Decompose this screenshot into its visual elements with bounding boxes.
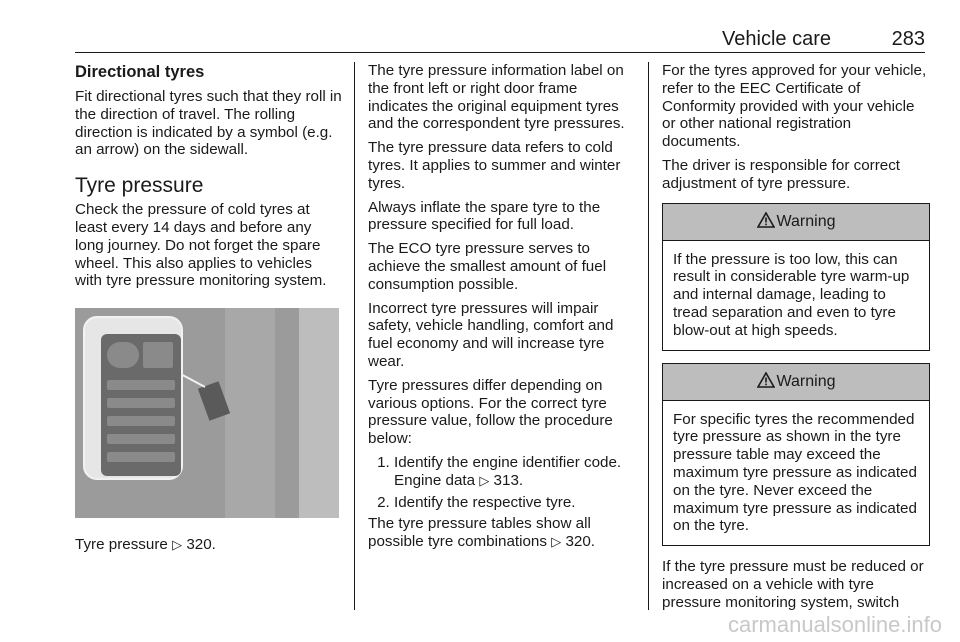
- paragraph: Check the pressure of cold tyres at least every 14 days and before any long journey. Do not forget the spare wheel. This also applies to vehicles with tyre pressure monitoring system.: [75, 201, 327, 290]
- paragraph: The ECO tyre pressure serves to achieve the smallest amount of fuel consumption possible.: [368, 240, 607, 293]
- watermark: carmanualsonline.info: [727, 612, 942, 637]
- warning-header: [663, 364, 929, 401]
- page-reference[interactable]: 320.: [186, 536, 216, 554]
- list-item: 2. Identify the respective tyre.: [394, 494, 636, 512]
- paragraph: Fit directional tyres such that they roll in the direction of travel. The rolling direction is indicated by a symbol (e.g. an arrow) on the sidewall.: [75, 88, 342, 159]
- column-divider: [354, 62, 355, 610]
- paragraph: Always inflate the spare tyre to the pressure specified for full load.: [368, 198, 601, 234]
- page-number: 283: [891, 28, 925, 50]
- column-3: [662, 62, 930, 618]
- warning-title: Warning: [776, 212, 836, 230]
- heading-tyre-pressure: Tyre pressure: [75, 174, 204, 198]
- paragraph: Incorrect tyre pressures will impair safety, vehicle handling, comfort and fuel economy and will increase tyre wear.: [368, 299, 614, 370]
- paragraph: For the tyres approved for your vehicle, refer to the EEC Certificate of Conformity provided with your vehicle or other national registration documents.: [662, 62, 927, 151]
- warning-body: If the pressure is too low, this can result in considerable tyre warm-up and internal damage, leading to tread separation and even to tyre blow-out at high speeds.: [673, 250, 910, 339]
- list-item: 1. Identify the engine identifier code. Engine data ▷ 313.: [394, 454, 636, 490]
- column-2: [368, 62, 636, 557]
- reference-arrow-icon: ▷: [172, 537, 183, 553]
- reference-arrow-icon: ▷: [479, 472, 490, 488]
- paragraph: The driver is responsible for correct adjustment of tyre pressure.: [662, 156, 901, 192]
- column-1: [75, 62, 343, 560]
- warning-body: For specific tyres the recommended tyre pressure as shown in the tyre pressure table may exceed the maximum tyre pressure as indicated on the tyre. Never exceed the maximum tyre pressure as indicated on the tyre.: [673, 410, 917, 535]
- page-reference[interactable]: 313.: [493, 471, 524, 489]
- warning-triangle-icon: [757, 212, 775, 228]
- warning-title: Warning: [776, 372, 836, 390]
- reference-arrow-icon: ▷: [551, 534, 562, 550]
- tyre-pressure-label-figure: [75, 308, 339, 518]
- label-zoom-inset: [83, 316, 183, 480]
- paragraph: If the tyre pressure must be reduced or increased on a vehicle with tyre pressure monitoring system, switch: [662, 558, 924, 611]
- paragraph: The tyre pressure information label on the front left or right door frame indicates the original equipment tyres and the correspondent tyre pressures.: [368, 62, 625, 133]
- section-title: Vehicle care: [722, 28, 831, 50]
- heading-directional-tyres: Directional tyres: [75, 63, 205, 81]
- warning-triangle-icon: [757, 372, 775, 388]
- page-header: [75, 28, 925, 53]
- warning-box: [662, 203, 930, 351]
- warning-header: [663, 204, 929, 241]
- paragraph: The tyre pressure data refers to cold tyres. It applies to summer and winter tyres.: [368, 139, 621, 192]
- figure-caption: Tyre pressure ▷ 320.: [75, 536, 216, 554]
- paragraph: The tyre pressure tables show all possible tyre combinations ▷ 320.: [368, 515, 595, 551]
- page-reference[interactable]: 320.: [565, 533, 595, 551]
- paragraph: Tyre pressures differ depending on various options. For the correct tyre pressure value, follow the procedure below:: [368, 376, 613, 448]
- warning-box: [662, 363, 930, 547]
- procedure-list: [368, 454, 636, 511]
- column-divider: [648, 62, 649, 610]
